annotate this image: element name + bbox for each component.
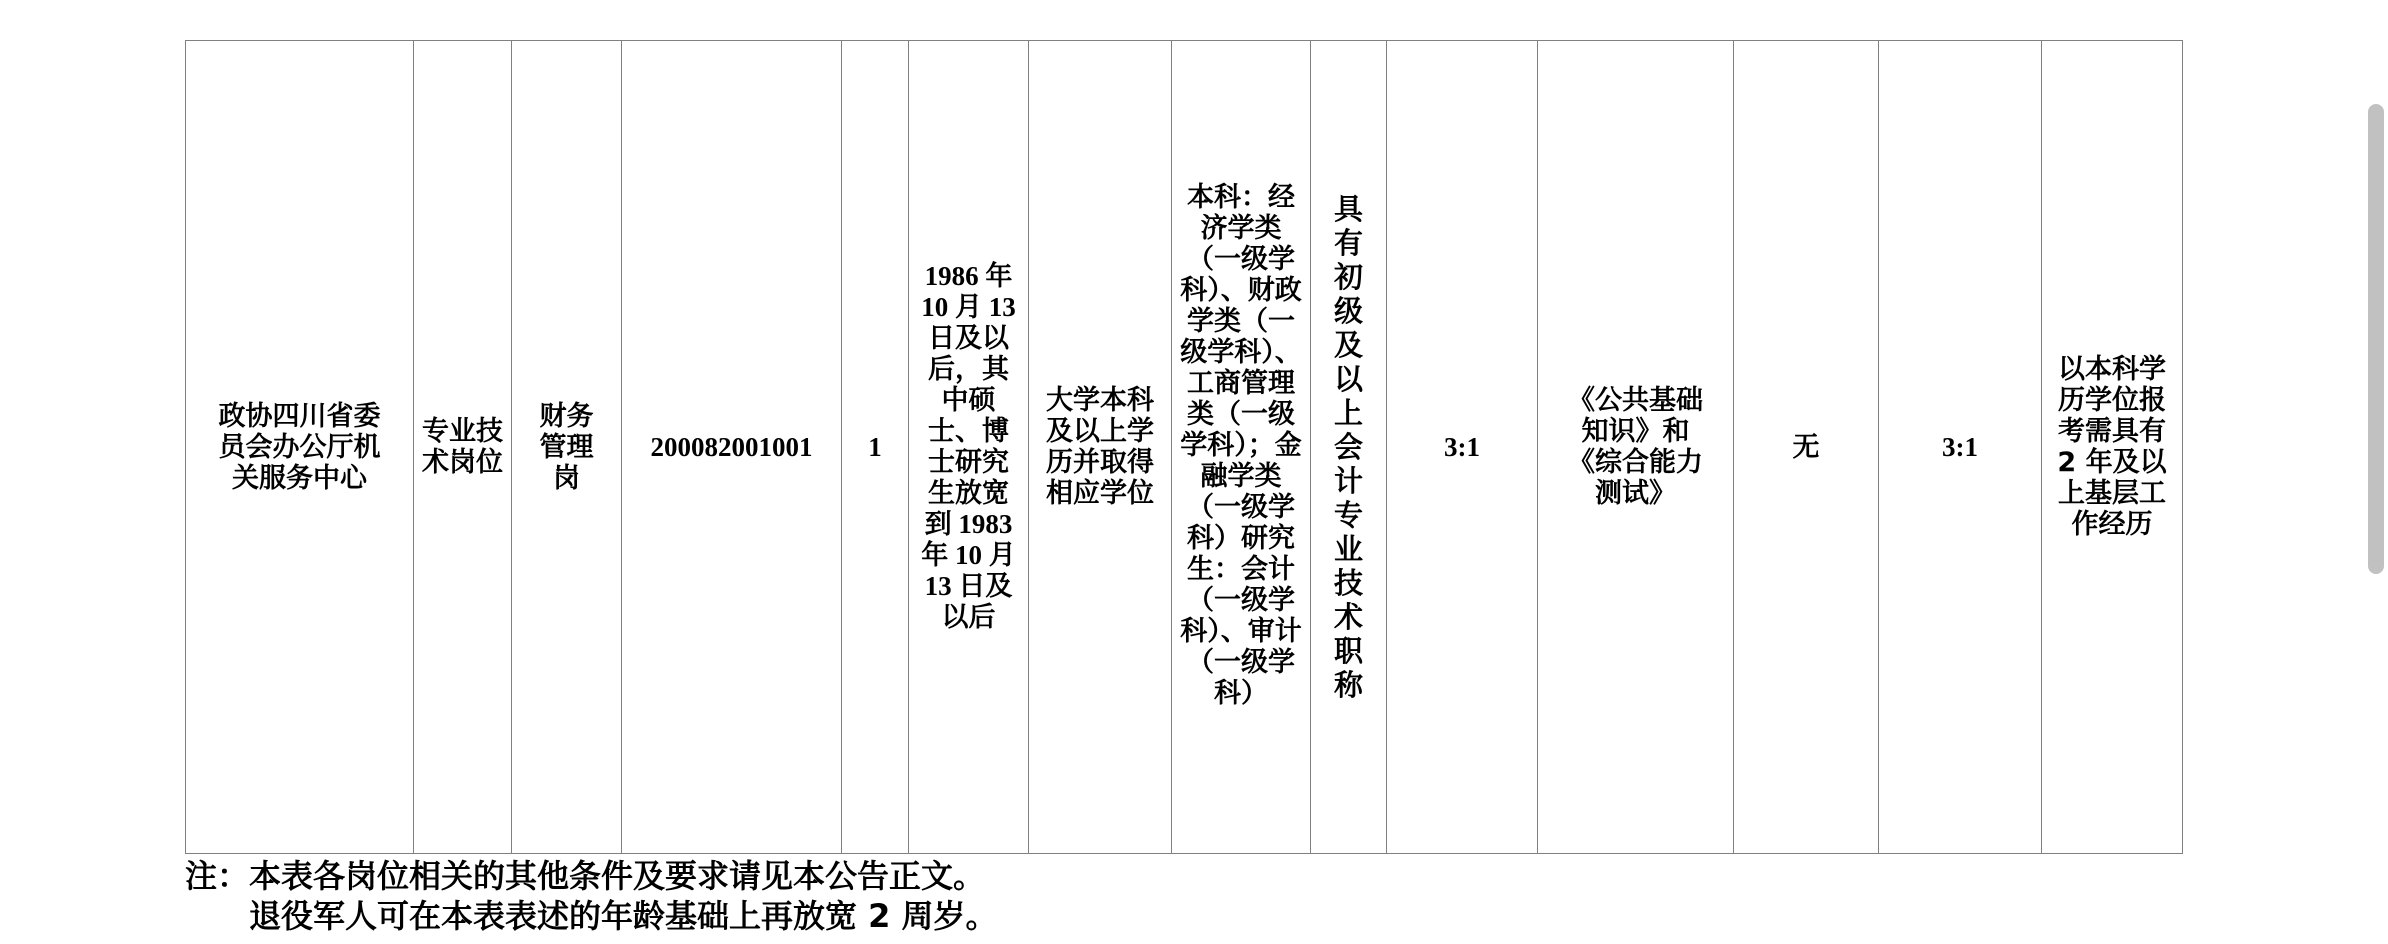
vertical-scrollbar[interactable] [2364,0,2388,944]
post-type-cell: 专业技术岗位 [414,41,512,854]
major-requirement-cell [1172,41,1311,854]
exam-subjects-cell: 《公共基础知识》和《综合能力测试》 [1538,41,1734,854]
remarks-cell: 以本科学历学位报考需具有 2 年及以上基层工作经历 [2042,41,2183,854]
other-requirements-cell [1311,41,1387,854]
post-code-cell: 200082001001 [622,41,842,854]
job-positions-table [185,40,2183,854]
major-requirement-text: 本科：经济学类（一级学科）、财政学类（一级学科）、工商管理类（一级学科）；金融学类（一级学科）研究生：会计（一级学科）、审计（一级学科） [1180,181,1302,709]
headcount-cell: 1 [842,41,909,854]
post-name-cell: 财务管理岗 [512,41,622,854]
education-cell: 大学本科及以上学历并取得相应学位 [1029,41,1172,854]
scrollbar-thumb[interactable] [2368,104,2384,574]
age-requirement-cell: 1986 年 10 月 13 日及以后，其中硕士、博士研究生放宽到 1983 年 10 月 13 日及以后 [909,41,1029,854]
table-row [186,41,2183,854]
department-cell: 政协四川省委员会办公厅机关服务中心 [186,41,414,854]
interview-ratio-cell: 3:1 [1879,41,2042,854]
note-line-2: 退役军人可在本表表述的年龄基础上再放宽 2 周岁。 [249,897,998,935]
other-requirements-text: 具有初级及以上会计专业技术职称 [1333,192,1363,702]
table-notes [185,856,998,936]
exam-ratio-cell: 3:1 [1387,41,1538,854]
note-line-1: 注：本表各岗位相关的其他条件及要求请见本公告正文。 [185,857,986,895]
professional-test-cell: 无 [1734,41,1879,854]
job-table-container [185,40,2182,854]
